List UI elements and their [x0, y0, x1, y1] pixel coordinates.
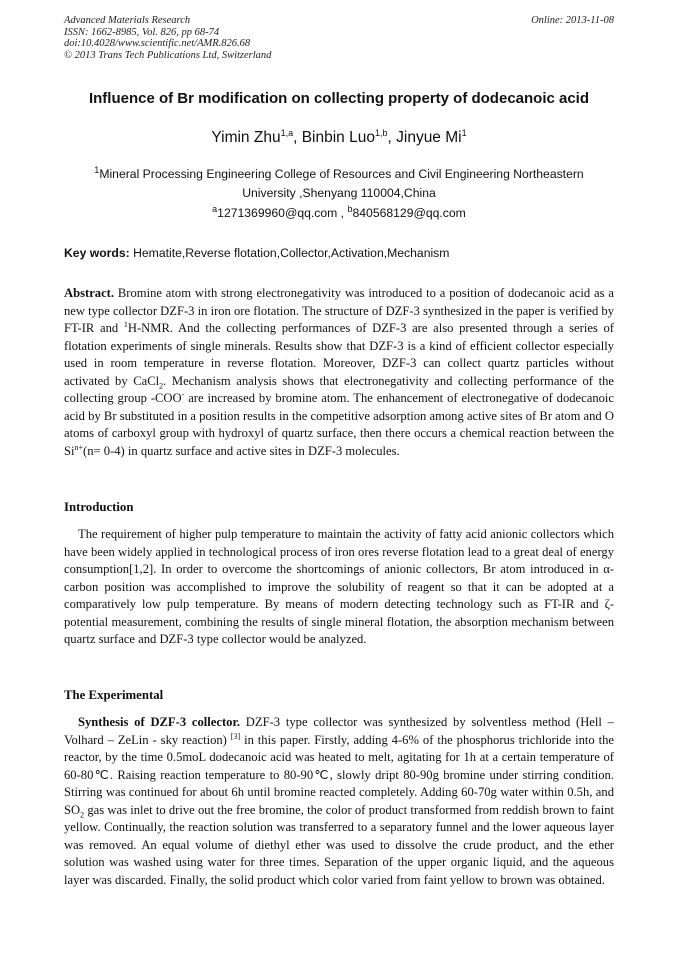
abstract-text: . Mechanism analysis shows that electronegativity and collecting performance of the collecting group -COO [64, 373, 614, 405]
online-date: Online: 2013-11-08 [531, 15, 614, 26]
author-emails [0, 203, 678, 220]
email-link[interactable]: 840568129@qq.com [352, 206, 466, 220]
keywords [64, 246, 449, 260]
author-name: Yimin Zhu [211, 129, 281, 146]
section-heading-experimental: The Experimental [64, 688, 164, 702]
email-mark: a [212, 203, 218, 214]
subscript: 2 [159, 381, 164, 391]
abstract [64, 285, 614, 460]
email-link[interactable]: 1271369960@qq.com [217, 206, 338, 220]
email-mark: b [347, 203, 353, 214]
author-affiliation-mark: 1,a [280, 127, 294, 138]
abstract-text: (n= 0-4) in quartz surface and active sites in DZF-3 molecules. [83, 443, 400, 458]
abstract-text: are increased by bromine atom. The enhancement of electronegative of dodecanoic acid by Br substituted in a position results in the competitive adsorption among active sites of Br atom and O atoms of carboxyl group with hydroxyl of quartz surface, then there occurs a chemical reaction between the Si [64, 391, 614, 458]
citation-mark: [3] [230, 731, 241, 741]
superscript: - [181, 389, 185, 399]
author-separator: , [387, 129, 397, 146]
journal-name: Advanced Materials Research [64, 15, 191, 26]
paragraph-text: in this paper. Firstly, adding 4-6% of the phosphorus trichloride into the reactor, by the time 0.5moL dodecanoic acid was heated to melt, agitating for 1h at a certain temperature of 60-80℃. Raising reaction temperature to 80-90℃, slowly dript 80-90g bromine under stirring condition. Stirring was continued for about 6h until bromine reacted completely. Adding 60-70g water within 0.5h, and SO [64, 732, 614, 817]
author-affiliation-mark: 1 [461, 127, 467, 138]
section-heading-introduction: Introduction [64, 500, 134, 514]
author-name: Binbin Luo [301, 129, 375, 146]
author-list [0, 129, 678, 147]
superscript: n+ [74, 442, 84, 452]
affiliation [80, 165, 598, 203]
superscript: 1 [123, 319, 128, 329]
email-separator: , [337, 206, 348, 220]
doi-line: doi:10.4028/www.scientific.net/AMR.826.68 [64, 38, 251, 50]
introduction-paragraph: The requirement of higher pulp temperature to maintain the activity of fatty acid anionic collectors which have been widely applied in technological process of iron ores reverse flotation lead to a great deal of energy consumption[1,2]. In order to overcome the shortcomings of anionic collectors, Br atom introduced in α-carbon position was accomplished to improve the solubility of reagent so that it can be adopted at a comparatively low pulp temperature. By means of modern detecting technology such as FT-IR and ζ-potential measurement, combining the results of single mineral flotation, the absorption mechanism between quartz surface and DZF-3 type collector would be analyzed. [64, 527, 614, 646]
paper-title: Influence of Br modification on collecting property of dodecanoic acid [88, 90, 590, 107]
paragraph-text: DZF-3 type collector was synthesized by solventless method (Hell – Volhard – ZeLin - sky reaction) [64, 715, 614, 747]
keywords-text: Hematite,Reverse flotation,Collector,Activation,Mechanism [129, 246, 450, 260]
abstract-label: Abstract. [64, 286, 115, 300]
keywords-label: Key words: [64, 246, 130, 260]
issn-line: ISSN: 1662-8985, Vol. 826, pp 68-74 [64, 26, 220, 38]
author-separator: , [293, 129, 302, 146]
author-affiliation-mark: 1,b [374, 127, 388, 138]
affiliation-text: Mineral Processing Engineering College of Resources and Civil Engineering Northeastern University ,Shenyang 110004,China [99, 167, 584, 200]
paragraph-text: gas was inlet to drive out the free bromine, the color of product transformed from reddish brown to faint yellow. Continually, the reaction solution was transferred to a separatory funnel and the lower aqueous layer was removed. An equal volume of diethyl ether was used to dissolve the crude product, and the ether solution was washed using water for three times. Separation of the upper organic liquid, and the aqueous layer was discarded. Finally, the solid product which color varied from faint yellow to brown was obtained. [64, 802, 614, 887]
subscript: 2 [80, 810, 85, 820]
affiliation-mark: 1 [94, 164, 100, 175]
abstract-text: Bromine atom with strong electronegativity was introduced to a position of dodecanoic acid as a new type collector DZF-3 in iron ore flotation. The structure of DZF-3 synthesized in the paper is verified by FT-IR and [64, 286, 614, 335]
subsection-label: Synthesis of DZF-3 collector. [78, 715, 241, 729]
synthesis-paragraph [64, 714, 614, 889]
copyright-line: © 2013 Trans Tech Publications Ltd, Switzerland [64, 49, 272, 61]
journal-header [64, 15, 271, 61]
author-name: Jinyue Mi [396, 129, 462, 146]
abstract-text: H-NMR. And the collecting performances of DZF-3 are also presented through a series of flotation experiments of single minerals. Results show that DZF-3 is a kind of efficient collector especially used in room temperature in reverse flotation. Moreover, DZF-3 can collect quartz particles without activated by CaCl [64, 321, 614, 388]
